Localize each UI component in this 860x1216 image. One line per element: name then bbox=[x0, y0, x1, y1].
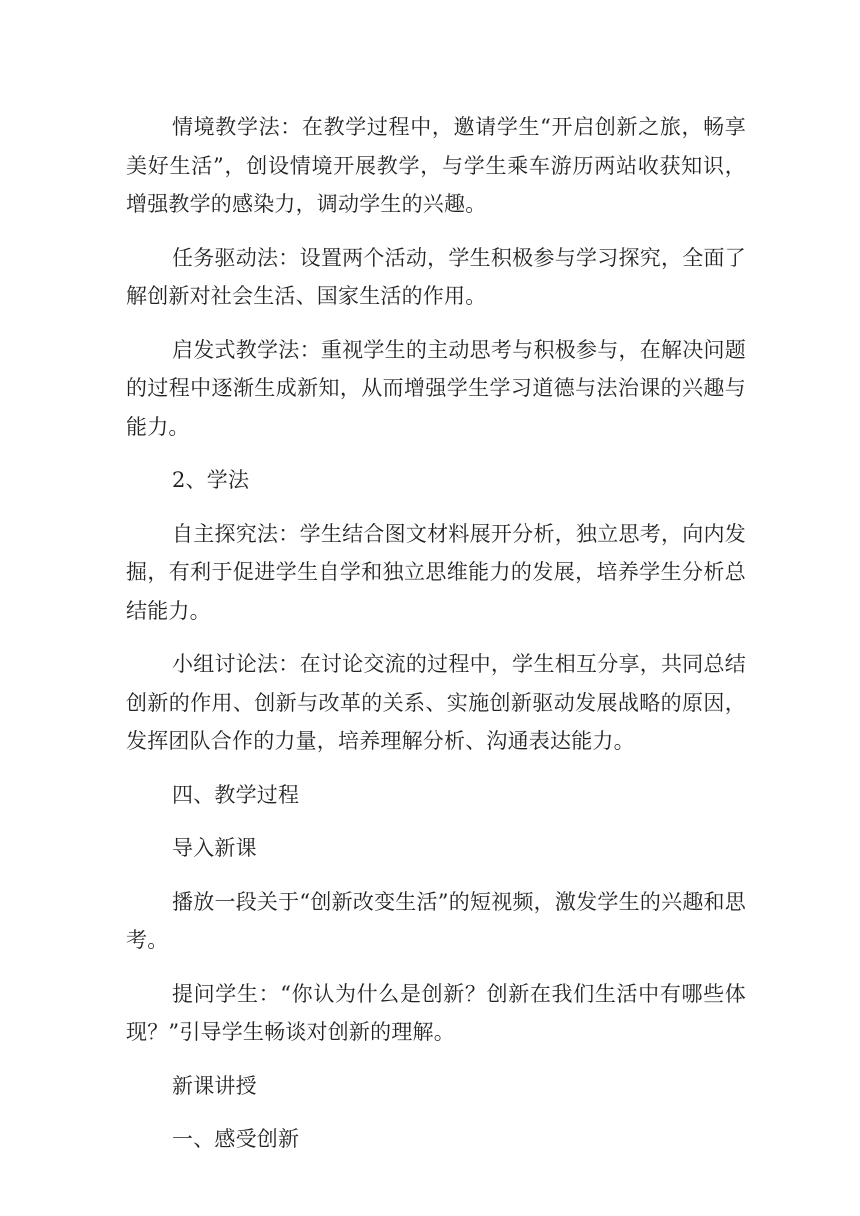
paragraph-independent-inquiry: 自主探究法：学生结合图文材料展开分析，独立思考，向内发掘，有利于促进学生自学和独立思维能力的发展，培养学生分析总结能力。 bbox=[126, 521, 746, 623]
document-body bbox=[126, 108, 746, 1174]
heading-lesson-introduction: 导入新课 bbox=[172, 836, 257, 860]
paragraph-heuristic-teaching: 启发式教学法：重视学生的主动思考与积极参与，在解决问题的过程中逐渐生成新知，从而增强学生学习道德与法治课的兴趣与能力。 bbox=[126, 337, 746, 439]
paragraph-question-students: 提问学生：“你认为什么是创新？创新在我们生活中有哪些体现？”引导学生畅谈对创新的理解。 bbox=[126, 981, 746, 1044]
heading-new-lesson: 新课讲授 bbox=[172, 1073, 257, 1098]
heading-learning-methods: 2、学法 bbox=[172, 468, 250, 492]
heading-feel-innovation: 一、感受创新 bbox=[172, 1127, 300, 1151]
paragraph-video-intro: 播放一段关于“创新改变生活”的短视频，激发学生的兴趣和思考。 bbox=[126, 889, 746, 952]
paragraph-situational-teaching: 情境教学法：在教学过程中，邀请学生“开启创新之旅，畅享美好生活”，创设情境开展教学，与学生乘车游历两站收获知识，增强教学的感染力，调动学生的兴趣。 bbox=[126, 115, 746, 216]
paragraph-task-driven: 任务驱动法：设置两个活动，学生积极参与学习探究，全面了解创新对社会生活、国家生活的作用。 bbox=[126, 245, 746, 308]
heading-teaching-process: 四、教学过程 bbox=[172, 782, 300, 807]
paragraph-group-discussion: 小组讨论法：在讨论交流的过程中，学生相互分享，共同总结创新的作用、创新与改革的关系、实施创新驱动发展战略的原因，发挥团队合作的力量，培养理解分析、沟通表达能力。 bbox=[126, 652, 746, 753]
